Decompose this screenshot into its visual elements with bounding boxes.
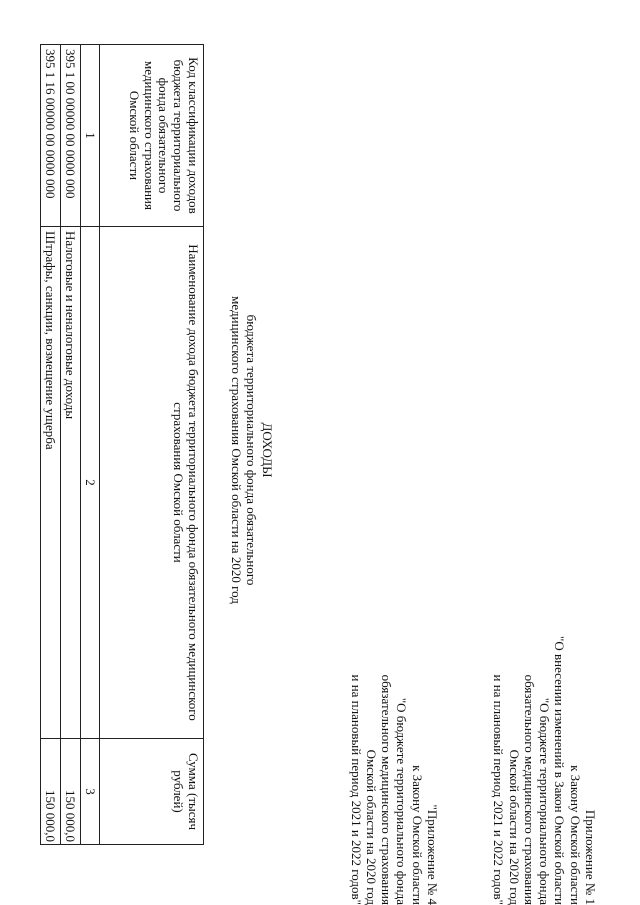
annex-1-line: обязательного медицинского страхования [521,674,537,905]
annex-4-line: и на плановый период 2021 и 2022 годов" [348,674,364,905]
document-heading [229,240,276,660]
income-amount: 150 000,0 [41,739,61,845]
column-number: 1 [81,45,100,227]
annex-1-line: "О внесении изменений в Закон Омской области [552,636,568,905]
annex-1-line: "О бюджете территориального фонда [537,697,553,905]
income-name: Налоговые и неналоговые доходы [61,227,81,739]
header-amount: Сумма (тысяч рублей) [100,739,204,845]
heading-line: медицинского страхования Омской области на 2020 год [229,296,244,604]
annex-4-header [348,674,440,905]
column-number: 2 [81,227,100,739]
header-name: Наименование дохода бюджета территориального фонда обязательного медицинского страхования Омской области [100,227,204,739]
header-code: Код классификации доходов бюджета территориального фонда обязательного медицинского страхования Омской области [100,45,204,227]
annex-1-header [491,636,598,905]
heading-line: бюджета территориального фонда обязательного [244,314,260,586]
table-row [41,45,61,845]
annex-1-title: Приложение № 1 [583,809,598,905]
column-number: 3 [81,739,100,845]
income-amount: 150 000,0 [61,739,81,845]
annex-4-line: Омской области на 2020 год [363,749,379,905]
annex-4-title: "Приложение № 4 [425,804,440,905]
heading-title: ДОХОДЫ [260,422,275,478]
annex-1-line: к Закону Омской области [567,765,583,905]
annex-1-line: и на плановый период 2021 и 2022 годов" [491,674,507,905]
income-code: 395 1 16 00000 00 0000 000 [41,45,61,227]
table-column-numbers [81,45,100,845]
annex-4-line: к Закону Омской области [409,765,425,905]
annex-4-line: обязательного медицинского страхования [379,674,395,905]
income-code: 395 1 00 00000 00 0000 000 [61,45,81,227]
table-header-row [100,45,204,845]
table-row [61,45,81,845]
annex-4-line: "О бюджете территориального фонда [394,697,410,905]
income-table [40,44,204,845]
income-name: Штрафы, санкции, возмещение ущерба [41,227,61,739]
annex-1-line: Омской области на 2020 год [506,749,522,905]
